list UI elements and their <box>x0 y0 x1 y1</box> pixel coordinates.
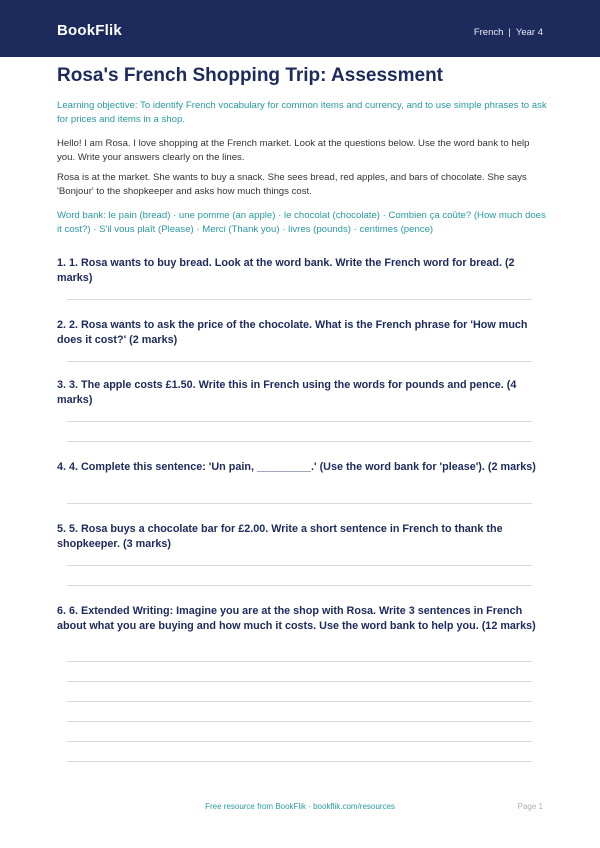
answer-line[interactable] <box>67 441 532 442</box>
year-label: Year 4 <box>515 27 543 38</box>
answer-line[interactable] <box>67 761 532 762</box>
answer-line[interactable] <box>67 565 532 566</box>
answer-line[interactable] <box>67 421 532 422</box>
subject-year <box>474 27 543 38</box>
page-number: Page 1 <box>517 802 543 811</box>
question-3: 3. 3. The apple costs £1.50. Write this in French using the words for pounds and pence. (4 marks) <box>57 379 517 406</box>
header-bar <box>0 0 600 57</box>
answer-line[interactable] <box>67 701 532 702</box>
footer <box>0 802 600 816</box>
story-paragraph: Rosa is at the market. She wants to buy a snack. She sees bread, red apples, and bars of chocolate. She says 'Bonjour' to the shopkeeper and asks how much things cost. <box>57 172 527 197</box>
page-title: Rosa's French Shopping Trip: Assessment <box>57 65 444 86</box>
answer-line[interactable] <box>67 503 532 504</box>
answer-line[interactable] <box>67 661 532 662</box>
answer-line[interactable] <box>67 299 532 300</box>
learning-objective: Learning objective: To identify French vocabulary for common items and currency, and to use simple phrases to ask for prices and items in a shop. <box>57 100 547 125</box>
question-1: 1. 1. Rosa wants to buy bread. Look at the word bank. Write the French word for bread. (2 marks) <box>57 257 515 284</box>
meta-separator: | <box>508 27 511 38</box>
question-5: 5. 5. Rosa buys a chocolate bar for £2.00. Write a short sentence in French to thank the shopkeeper. (3 marks) <box>57 523 503 550</box>
question-6: 6. 6. Extended Writing: Imagine you are at the shop with Rosa. Write 3 sentences in French about what you are buying and how much it costs. Use the word bank to help you. (12 marks) <box>57 605 536 632</box>
footer-credit[interactable]: Free resource from BookFlik · bookflik.com/resources <box>205 802 395 811</box>
answer-line[interactable] <box>67 681 532 682</box>
answer-line[interactable] <box>67 585 532 586</box>
question-4: 4. 4. Complete this sentence: 'Un pain, _________.' (Use the word bank for 'please'). (2 marks) <box>57 461 536 473</box>
answer-line[interactable] <box>67 721 532 722</box>
intro-paragraph: Hello! I am Rosa. I love shopping at the French market. Look at the questions below. Use the word bank to help you. Write your answers clearly on the lines. <box>57 138 530 163</box>
subject-label: French <box>473 27 504 38</box>
answer-line[interactable] <box>67 361 532 362</box>
brand-logo: BookFlik <box>57 22 122 39</box>
word-bank: Word bank: le pain (bread) · une pomme (an apple) · le chocolat (chocolate) · Combien ça coûte? (How much does it cost?) · S'il vous plaît (Please) · Merci (Thank you) · livres (pounds) · centimes (pence) <box>57 210 546 235</box>
question-2: 2. 2. Rosa wants to ask the price of the chocolate. What is the French phrase for 'How much does it cost?' (2 marks) <box>57 319 528 346</box>
answer-line[interactable] <box>67 741 532 742</box>
